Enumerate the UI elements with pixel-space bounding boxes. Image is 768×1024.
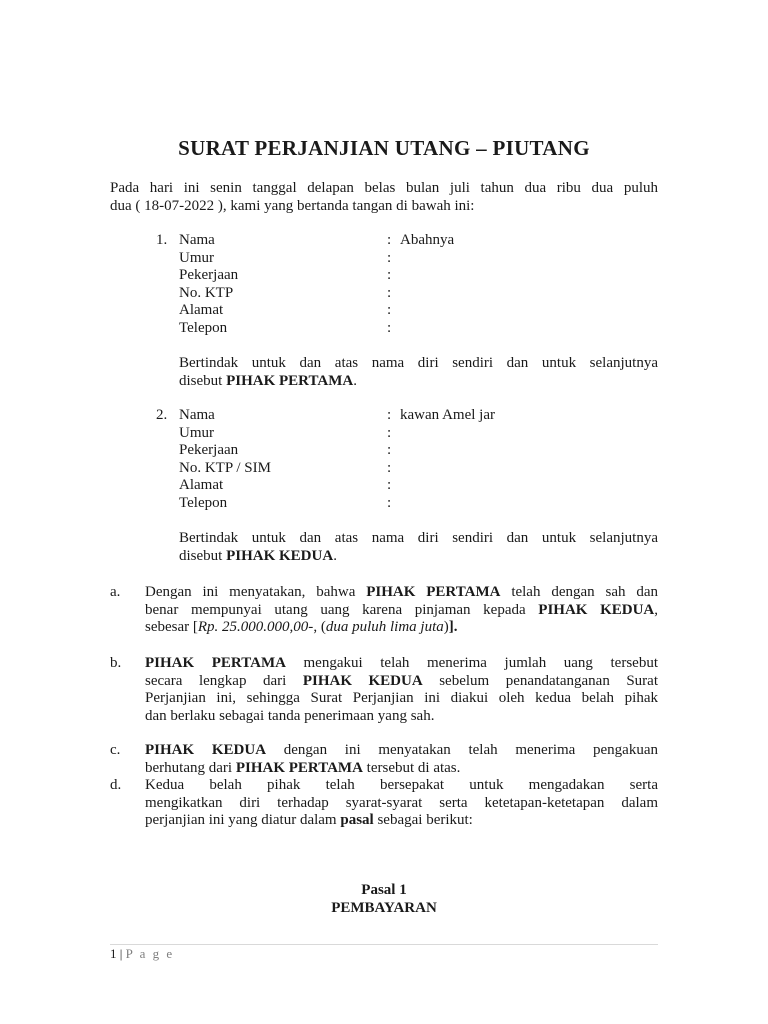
field-row [150, 442, 658, 460]
note-text: disebut [179, 547, 227, 564]
clause-text [145, 655, 658, 725]
clause-marker: a. [110, 584, 121, 600]
field-row [150, 250, 658, 268]
field-label: Telepon [179, 494, 228, 511]
clause-line [145, 742, 658, 760]
field-row [150, 495, 658, 513]
field-label: No. KTP [179, 284, 234, 301]
field-colon: : [387, 267, 392, 284]
field-colon: : [387, 494, 392, 511]
field-colon: : [387, 302, 392, 319]
field-value: Abahnya [400, 232, 455, 248]
clause-text-part: Dengan ini menyatakan, bahwa [145, 584, 367, 600]
note-line: Bertindak untuk dan atas nama diri sendiri dan untuk selanjutnya [179, 355, 658, 371]
clause-text-part: telah dengan sah dan [500, 584, 658, 600]
field-row [150, 460, 658, 478]
clause-text [145, 742, 658, 777]
note-text: disebut [179, 372, 227, 389]
party-1-number: 1. [156, 232, 168, 248]
field-row [150, 285, 658, 303]
clause-line [145, 812, 658, 830]
footer-divider [110, 944, 658, 945]
party-1-note [179, 355, 658, 390]
note-text: . [333, 547, 337, 564]
page-footer [110, 946, 174, 962]
clause-text-part: berhutang dari [145, 759, 236, 776]
clause-text-part: ]. [448, 619, 458, 636]
field-row [150, 302, 658, 320]
clause-line [145, 619, 658, 637]
field-label: Umur [179, 424, 214, 441]
party-2-note [179, 530, 658, 565]
field-label: Pekerjaan [179, 442, 239, 459]
clause-text-part: perjanjian ini yang diatur dalam [145, 812, 341, 829]
clause-text [145, 584, 658, 637]
intro-line-2: dua ( 18-07-2022 ), kami yang bertanda tangan di bawah ini: [110, 197, 475, 214]
note-line [179, 548, 658, 566]
field-label: Nama [179, 232, 215, 248]
clause-text-part: mengakui telah menerima jumlah uang tersebut [285, 655, 658, 671]
clause-marker: c. [110, 742, 121, 758]
loan-amount: Rp. 25.000.000,00- [197, 619, 314, 636]
clause-text-part: sebagai berikut: [373, 812, 473, 829]
field-value: kawan Amel jar [400, 407, 495, 423]
field-colon: : [387, 459, 392, 476]
note-line [179, 373, 658, 391]
field-row [150, 407, 658, 425]
clause-line [145, 584, 658, 602]
clause-line [145, 673, 658, 691]
field-row [150, 425, 658, 443]
party-designation: PIHAK KEDUA [226, 547, 334, 564]
field-row [150, 477, 658, 495]
clause-line: Kedua belah pihak telah bersepakat untuk mengadakan serta [145, 777, 658, 793]
field-colon: : [387, 249, 392, 266]
clause-line [145, 760, 658, 778]
intro-paragraph [110, 180, 658, 215]
pasal-number: Pasal 1 [361, 882, 407, 898]
loan-amount-words: dua puluh lima juta [325, 619, 444, 636]
field-colon: : [387, 424, 392, 441]
intro-line-1: Pada hari ini senin tanggal delapan belas bulan juli tahun dua ribu dua puluh [110, 180, 658, 196]
field-colon: : [387, 284, 392, 301]
field-label: Pekerjaan [179, 267, 239, 284]
field-colon: : [387, 407, 392, 423]
field-colon: : [387, 319, 392, 336]
party-designation: PIHAK PERTAMA [226, 372, 354, 389]
party-1-details [150, 232, 658, 338]
field-label: Alamat [179, 302, 224, 319]
clause-text-part: , ( [313, 619, 326, 636]
field-colon: : [387, 232, 392, 248]
clause-marker: b. [110, 655, 122, 671]
field-colon: : [387, 477, 392, 494]
clause-line: dan berlaku sebagai tanda penerimaan yang sah. [145, 707, 435, 724]
field-label: Alamat [179, 477, 224, 494]
party-2-details [150, 407, 658, 513]
field-row [150, 267, 658, 285]
clause-text [145, 777, 658, 830]
party-designation: PIHAK PERTAMA [366, 584, 501, 600]
clause-text-part: dengan ini menyatakan telah menerima pengakuan [266, 742, 658, 758]
clause-line: Perjanjian ini, sehingga Surat Perjanjian ini diakui oleh kedua belah pihak [145, 690, 658, 707]
party-2-number: 2. [156, 407, 168, 423]
note-line: Bertindak untuk dan atas nama diri sendiri dan untuk selanjutnya [179, 530, 658, 546]
clause-marker: d. [110, 777, 122, 793]
field-label: Umur [179, 249, 214, 266]
field-label: No. KTP / SIM [179, 459, 271, 476]
field-row [150, 232, 658, 250]
page-number: 1 [110, 946, 117, 961]
party-designation: PIHAK PERTAMA [145, 655, 286, 671]
clause-text-part: secara lengkap dari [145, 672, 303, 689]
clause-text-part: ) [443, 619, 449, 636]
clause-text-part: sebesar [ [145, 619, 198, 636]
field-label: Telepon [179, 319, 228, 336]
party-designation: PIHAK KEDUA [302, 672, 423, 689]
field-label: Nama [179, 407, 215, 423]
clause-text-part: benar mempunyai utang uang karena pinjaman kepada [145, 601, 539, 618]
party-designation: PIHAK KEDUA [145, 742, 267, 758]
page-label: P a g e [125, 946, 175, 961]
party-designation: PIHAK KEDUA [538, 601, 655, 618]
party-designation: PIHAK PERTAMA [235, 759, 363, 776]
clause-line [145, 655, 658, 673]
footer-separator: | [116, 946, 126, 961]
clause-text-part: tersebut di atas. [362, 759, 461, 776]
document-title: SURAT PERJANJIAN UTANG – PIUTANG [178, 136, 590, 160]
pasal-heading: PEMBAYARAN [331, 900, 437, 916]
clause-text-part: pasal [340, 812, 374, 829]
clause-text-part: , [654, 601, 658, 618]
clause-line: mengikatkan diri terhadap syarat-syarat serta ketetapan-ketetapan dalam [145, 794, 658, 811]
note-text: . [353, 372, 357, 389]
field-colon: : [387, 442, 392, 459]
field-row [150, 320, 658, 338]
clause-text-part: sebelum penandatanganan Surat [422, 672, 658, 689]
clause-line [145, 602, 658, 620]
